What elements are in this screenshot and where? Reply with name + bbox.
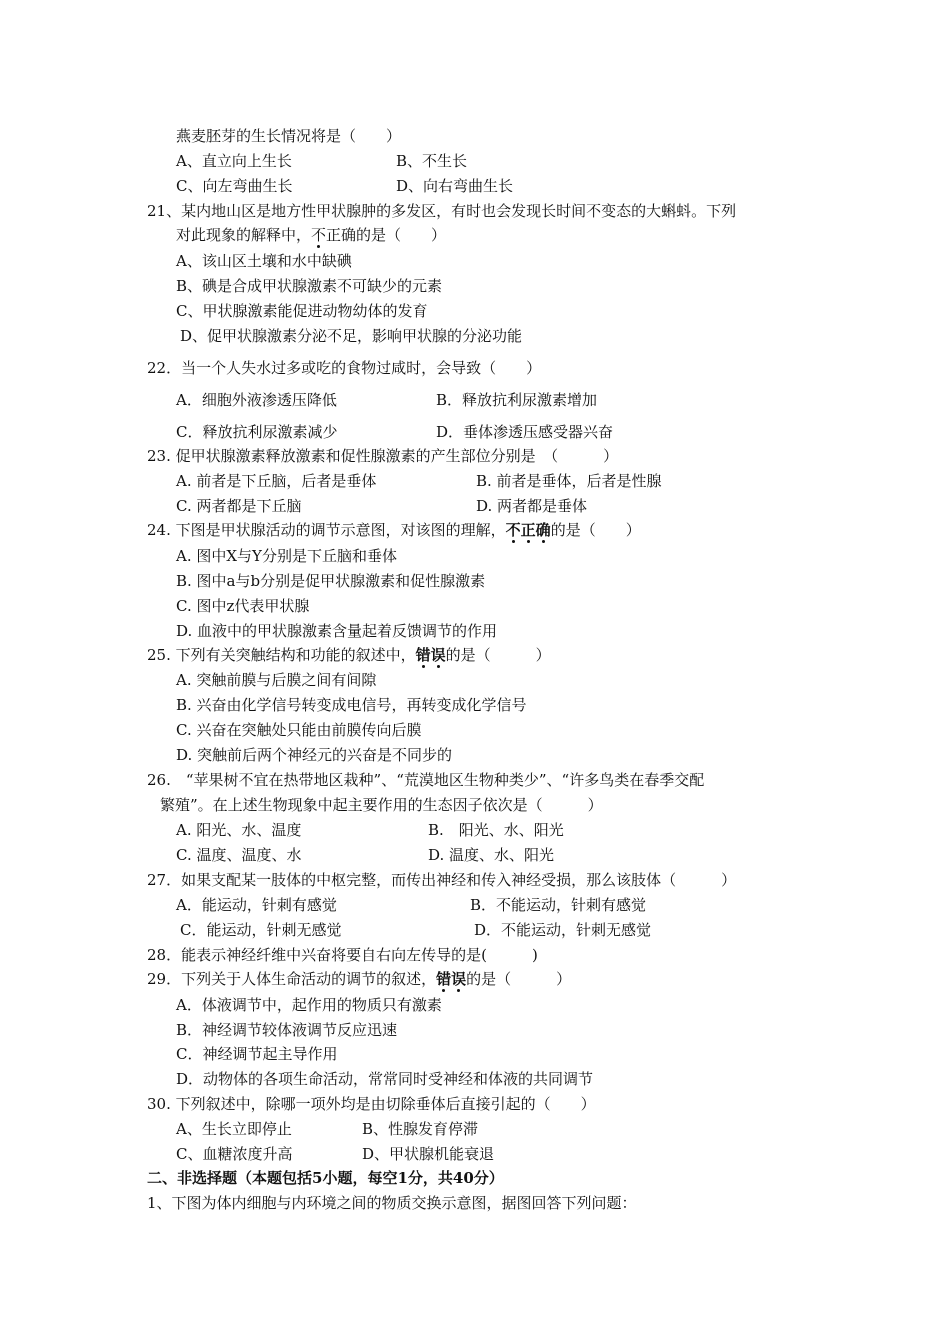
q27-option-row-1 bbox=[176, 895, 647, 915]
q29-option-a: A．体液调节中，起作用的物质只有激素 bbox=[176, 996, 442, 1014]
q25-stem-emph-1: 错 bbox=[415, 646, 431, 664]
q20-option-a: A、直立向上生长 bbox=[176, 152, 292, 170]
q23-option-b: B. 前者是垂体，后者是性腺 bbox=[476, 472, 662, 490]
q27-option-b: B．不能运动，针刺有感觉 bbox=[470, 896, 647, 914]
q20-option-row-1 bbox=[176, 151, 468, 171]
q25-stem-pre: 25. 下列有关突触结构和功能的叙述中， bbox=[147, 646, 416, 664]
q23-option-row-2 bbox=[176, 496, 588, 516]
q23-stem: 23. 促甲状腺激素释放激素和促性腺激素的产生部位分别是 （ ） bbox=[147, 447, 619, 465]
q24-option-b: B. 图中a与b分别是促甲状腺激素和促性腺激素 bbox=[176, 572, 486, 590]
q20-option-row-2 bbox=[176, 176, 514, 196]
q29-stem-pre: 29．下列关于人体生命活动的调节的叙述， bbox=[147, 970, 437, 988]
q22-option-row-2 bbox=[176, 422, 614, 442]
q29-stem-emph-2: 误 bbox=[451, 970, 467, 988]
q22-stem: 22．当一个人失水过多或吃的食物过咸时，会导致（ ） bbox=[147, 359, 542, 377]
q26-option-c: C. 温度、温度、水 bbox=[176, 846, 302, 864]
q20-stem: 燕麦胚芽的生长情况将是（ ） bbox=[176, 127, 402, 145]
q30-option-c: C、血糖浓度升高 bbox=[176, 1145, 293, 1163]
q20-option-c: C、向左弯曲生长 bbox=[176, 177, 293, 195]
q24-stem-post: 的是（ ） bbox=[550, 521, 641, 539]
q21-stem-line2 bbox=[176, 225, 446, 245]
q26-option-row-2 bbox=[176, 845, 555, 865]
q26-stem-line1: 26. “苹果树不宜在热带地区栽种”、“荒漠地区生物种类少”、“许多鸟类在春季交配 bbox=[147, 771, 705, 789]
q21-stem-emph: 不 bbox=[311, 226, 327, 244]
q22-option-c: C．释放抗利尿激素减少 bbox=[176, 423, 338, 441]
q25-stem-emph-2: 误 bbox=[430, 646, 446, 664]
q25-stem-post: 的是（ ） bbox=[445, 646, 551, 664]
q20-option-b: B、不生长 bbox=[396, 152, 468, 170]
q30-stem: 30. 下列叙述中，除哪一项外均是由切除垂体后直接引起的（ ） bbox=[147, 1095, 596, 1113]
q21-option-a: A、该山区土壤和水中缺碘 bbox=[176, 252, 352, 270]
q25-stem bbox=[147, 645, 551, 665]
q24-option-c: C. 图中z代表甲状腺 bbox=[176, 597, 310, 615]
q27-option-a: A．能运动，针刺有感觉 bbox=[176, 896, 337, 914]
q22-option-b: B．释放抗利尿激素增加 bbox=[436, 391, 598, 409]
q27-option-d: D．不能运动，针刺无感觉 bbox=[474, 921, 652, 939]
q30-option-d: D、甲状腺机能衰退 bbox=[362, 1145, 495, 1163]
q24-stem-emph-1: 不 bbox=[505, 521, 521, 539]
section-2-title: 二、非选择题（本题包括5小题，每空1分，共40分） bbox=[147, 1169, 504, 1187]
q21-option-b: B、碘是合成甲状腺激素不可缺少的元素 bbox=[176, 277, 443, 295]
q27-stem: 27．如果支配某一肢体的中枢完整，而传出神经和传入神经受损，那么该肢体（ ） bbox=[147, 871, 737, 889]
q25-option-a: A. 突触前膜与后膜之间有间隙 bbox=[176, 671, 377, 689]
q24-stem-emph-2: 正 bbox=[520, 521, 536, 539]
q29-option-c: C．神经调节起主导作用 bbox=[176, 1045, 338, 1063]
q26-option-a: A. 阳光、水、温度 bbox=[176, 821, 302, 839]
q30-option-row-1 bbox=[176, 1119, 479, 1139]
q20-option-d: D、向右弯曲生长 bbox=[396, 177, 514, 195]
q30-option-a: A、生长立即停止 bbox=[176, 1120, 292, 1138]
q23-option-c: C. 两者都是下丘脑 bbox=[176, 497, 302, 515]
q21-stem-line1: 21、某内地山区是地方性甲状腺肿的多发区，有时也会发现长时间不变态的大蝌蚪。下列 bbox=[147, 202, 737, 220]
q23-option-a: A. 前者是下丘脑，后者是垂体 bbox=[176, 472, 377, 490]
q25-option-c: C. 兴奋在突触处只能由前膜传向后膜 bbox=[176, 721, 422, 739]
q24-stem-pre: 24. 下图是甲状腺活动的调节示意图，对该图的理解， bbox=[147, 521, 506, 539]
q29-option-b: B．神经调节较体液调节反应迅速 bbox=[176, 1021, 398, 1039]
q29-stem-emph-1: 错 bbox=[436, 970, 452, 988]
q24-stem-emph-3: 确 bbox=[535, 521, 551, 539]
q27-option-c: C．能运动，针刺无感觉 bbox=[180, 921, 342, 939]
q29-option-d: D．动物体的各项生命活动，常常同时受神经和体液的共同调节 bbox=[176, 1070, 594, 1088]
q21-option-d: D、促甲状腺激素分泌不足，影响甲状腺的分泌功能 bbox=[180, 327, 523, 345]
q24-option-d: D. 血液中的甲状腺激素含量起着反馈调节的作用 bbox=[176, 622, 498, 640]
q26-stem-line2: 繁殖”。在上述生物现象中起主要作用的生态因子依次是（ ） bbox=[160, 796, 603, 814]
q29-stem-post: 的是（ ） bbox=[466, 970, 572, 988]
q28-stem: 28．能表示神经纤维中兴奋将要自右向左传导的是( ) bbox=[147, 946, 538, 964]
q23-option-row-1 bbox=[176, 471, 662, 491]
q21-stem-post: 正确的是（ ） bbox=[326, 226, 447, 244]
q24-option-a: A. 图中X与Y分别是下丘脑和垂体 bbox=[176, 547, 397, 565]
q30-option-b: B、性腺发育停滞 bbox=[362, 1120, 479, 1138]
q24-stem bbox=[147, 520, 641, 540]
section-2-q1-stem: 1、下图为体内细胞与内环境之间的物质交换示意图，据图回答下列问题： bbox=[147, 1194, 637, 1212]
q22-option-row-1 bbox=[176, 390, 598, 410]
q25-option-d: D. 突触前后两个神经元的兴奋是不同步的 bbox=[176, 746, 453, 764]
q29-stem bbox=[147, 969, 571, 989]
q25-option-b: B. 兴奋由化学信号转变成电信号，再转变成化学信号 bbox=[176, 696, 527, 714]
q23-option-d: D. 两者都是垂体 bbox=[476, 497, 588, 515]
q26-option-row-1 bbox=[176, 820, 564, 840]
q21-stem-pre: 对此现象的解释中， bbox=[176, 226, 312, 244]
q26-option-b: B. 阳光、水、阳光 bbox=[428, 821, 564, 839]
q27-option-row-2 bbox=[180, 920, 652, 940]
q22-option-d: D．垂体渗透压感受器兴奋 bbox=[436, 423, 614, 441]
q30-option-row-2 bbox=[176, 1144, 495, 1164]
q22-option-a: A．细胞外液渗透压降低 bbox=[176, 391, 337, 409]
q26-option-d: D. 温度、水、阳光 bbox=[428, 846, 555, 864]
q21-option-c: C、甲状腺激素能促进动物幼体的发育 bbox=[176, 302, 428, 320]
